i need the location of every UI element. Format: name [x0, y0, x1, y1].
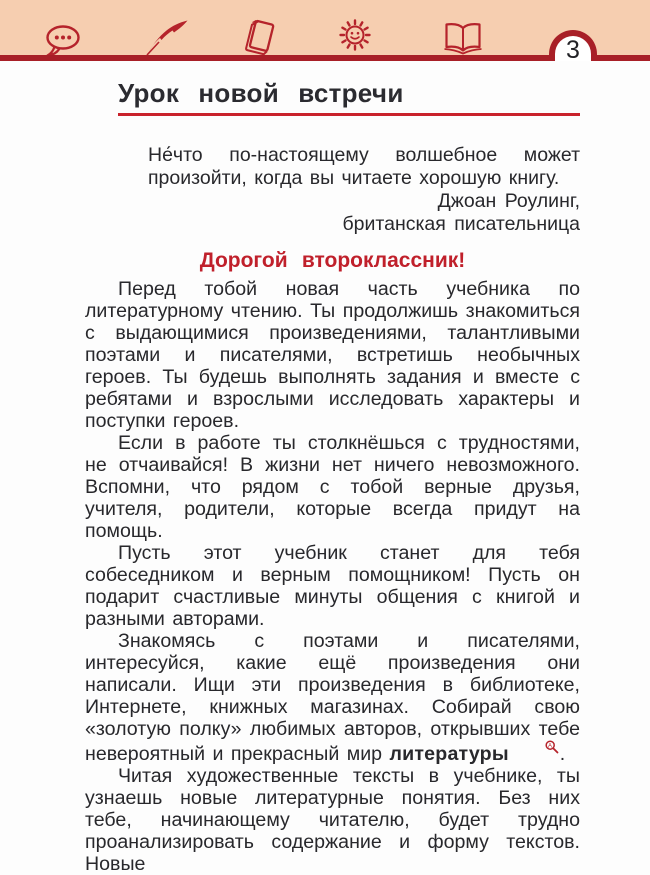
paragraph-4-period: .	[559, 743, 566, 766]
epigraph-author-role: британская писательница	[342, 213, 580, 236]
lesson-title-block	[118, 80, 580, 116]
paragraph-5: Читая художественные тексты в учебнике, ты узнаешь новые литературные понятия. Без них тебе, начинающему читателю, будет трудно проанализировать содержание и форму текстов. Новые	[85, 765, 580, 875]
feather-quill-icon	[145, 20, 189, 56]
paragraph-4-text: Знакомясь с поэтами и писателями, интересуйся, какие ещё произведения они написали. Ищи эти произведения в библиотеке, Интернете, книжных магазинах. Собирай свою «золотую полку» любимых авторов, открывших тебе невероятный и прекрасный мир	[85, 630, 580, 766]
paragraph-2: Если в работе ты столкнёшься с трудностями, не отчаивайся! В жизни нет ничего невозможного. Вспомни, что рядом с тобой верные друзья, учителя, родители, которые всегда придут на помощь.	[85, 432, 580, 543]
dictionary-magnifier-icon	[512, 740, 559, 754]
paragraph-3: Пусть этот учебник станет для тебя собеседником и верным помощником! Пусть он подарит счастливые минуты общения с книгой и разными авторами.	[85, 542, 580, 631]
paragraph-4	[85, 630, 580, 765]
lesson-title: Урок новой встречи	[118, 78, 404, 108]
page-content	[85, 61, 580, 875]
page-number: 3	[566, 36, 580, 64]
epigraph-text: Не́что по-настоящему волшебное может произойти, когда вы читаете хорошую книгу.	[148, 144, 580, 190]
paragraph-1: Перед тобой новая часть учебника по литературному чтению. Ты продолжишь знакомиться с выдающимися произведениями, талантливыми поэтами и писателями, встретишь необычных героев. Ты будешь выполнять задания и вместе с ребятами и взрослыми исследовать характеры и поступки героев.	[85, 278, 580, 433]
svg-text:А: А	[547, 743, 552, 750]
greeting-heading: Дорогой второклассник!	[199, 249, 466, 273]
speech-bubble-icon	[42, 24, 82, 57]
body-paragraphs	[85, 278, 580, 875]
smiling-sun-icon	[335, 15, 375, 55]
epigraph-author: Джоан Роулинг,	[437, 190, 580, 213]
glossary-term: литературы	[389, 743, 509, 766]
closed-book-icon	[243, 16, 277, 56]
open-book-icon	[441, 21, 485, 55]
